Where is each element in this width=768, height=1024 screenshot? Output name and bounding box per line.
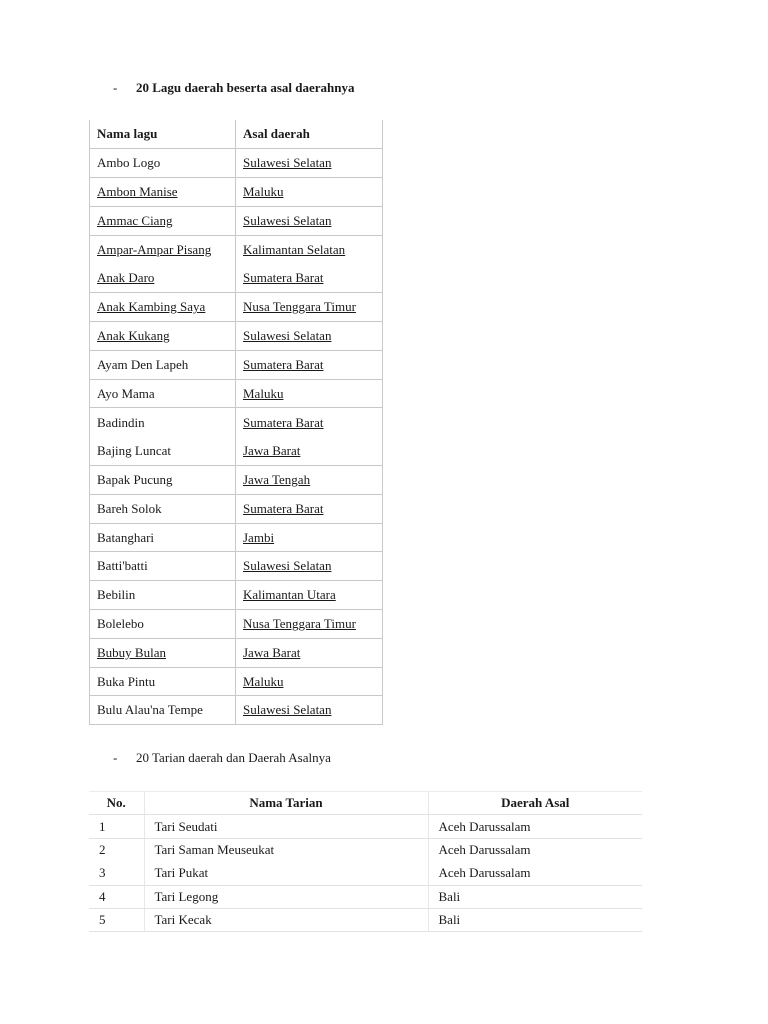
dance-number: 5 (89, 908, 144, 931)
song-name: Bajing Luncat (90, 437, 236, 466)
dance-number: 3 (89, 862, 144, 885)
song-name: Bolelebo (90, 610, 236, 639)
table-row (90, 206, 383, 235)
song-origin-link[interactable]: Kalimantan Selatan (236, 235, 383, 264)
dance-origin: Aceh Darussalam (428, 838, 642, 861)
dance-origin: Bali (428, 885, 642, 908)
song-name-link[interactable]: Anak Daro (90, 264, 236, 293)
song-origin-link[interactable]: Jawa Tengah (236, 466, 383, 495)
table-row (89, 815, 642, 838)
songs-table-header-row (90, 120, 383, 149)
dance-number: 4 (89, 885, 144, 908)
song-name: Bapak Pucung (90, 466, 236, 495)
songs-table (89, 120, 383, 725)
dance-name: Tari Seudati (144, 815, 428, 838)
song-origin-link[interactable]: Maluku (236, 667, 383, 696)
song-name: Batanghari (90, 523, 236, 552)
song-name: Batti'batti (90, 552, 236, 581)
table-row (90, 350, 383, 379)
song-name: Buka Pintu (90, 667, 236, 696)
dance-number: 2 (99, 842, 106, 858)
song-origin-link[interactable]: Nusa Tenggara Timur (236, 610, 383, 639)
table-row (90, 696, 383, 725)
song-origin-link[interactable]: Sulawesi Selatan (236, 552, 383, 581)
songs-heading-dash: - (113, 80, 118, 95)
song-origin-link[interactable]: Sumatera Barat (236, 350, 383, 379)
dance-origin: Aceh Darussalam (428, 862, 642, 885)
table-row (89, 908, 642, 931)
dances-heading (113, 750, 331, 766)
table-row (90, 322, 383, 351)
table-row (90, 379, 383, 408)
dance-name: Tari Saman Meuseukat (144, 838, 428, 861)
song-name: Bebilin (90, 581, 236, 610)
song-origin-link[interactable]: Jambi (236, 523, 383, 552)
table-row (90, 638, 383, 667)
dances-heading-text: 20 Tarian daerah dan Daerah Asalnya (136, 750, 331, 765)
song-origin-link[interactable]: Sulawesi Selatan (236, 206, 383, 235)
songs-header-origin: Asal daerah (236, 120, 383, 149)
dance-name: Tari Legong (144, 885, 428, 908)
dances-header-no: No. (89, 792, 144, 815)
song-origin-link[interactable]: Sulawesi Selatan (236, 322, 383, 351)
table-row (90, 264, 383, 293)
dances-table-header-row (89, 792, 642, 815)
table-row (90, 494, 383, 523)
song-name-link[interactable]: Ambon Manise (90, 178, 236, 207)
songs-heading (113, 80, 354, 96)
song-name-link[interactable]: Bubuy Bulan (90, 638, 236, 667)
dance-number: 1 (89, 815, 144, 838)
song-origin-link[interactable]: Maluku (236, 178, 383, 207)
song-origin-link[interactable]: Nusa Tenggara Timur (236, 293, 383, 322)
song-origin-link[interactable]: Kalimantan Utara (236, 581, 383, 610)
song-name: Ayo Mama (90, 379, 236, 408)
song-name: Ambo Logo (90, 149, 236, 178)
song-origin-link[interactable]: Jawa Barat (236, 437, 383, 466)
table-row (90, 293, 383, 322)
dances-heading-dash: - (113, 750, 118, 765)
dances-header-name: Nama Tarian (144, 792, 428, 815)
song-origin-link[interactable]: Sulawesi Selatan (236, 696, 383, 725)
table-row (89, 862, 642, 885)
table-row (89, 885, 642, 908)
table-row (90, 610, 383, 639)
table-row (90, 437, 383, 466)
table-row (90, 149, 383, 178)
song-name: Bareh Solok (90, 494, 236, 523)
dance-name: Tari Pukat (144, 862, 428, 885)
table-row (90, 667, 383, 696)
songs-header-name: Nama lagu (90, 120, 236, 149)
song-name-link[interactable]: Ampar-Ampar Pisang (90, 235, 236, 264)
dances-header-origin: Daerah Asal (428, 792, 642, 815)
song-origin-link[interactable]: Jawa Barat (236, 638, 383, 667)
dances-table (89, 791, 642, 932)
table-row (90, 552, 383, 581)
song-name-link[interactable]: Anak Kambing Saya (90, 293, 236, 322)
song-origin-link[interactable]: Maluku (236, 379, 383, 408)
song-origin-link[interactable]: Sumatera Barat (236, 264, 383, 293)
song-name: Ayam Den Lapeh (90, 350, 236, 379)
song-origin-link[interactable]: Sumatera Barat (236, 494, 383, 523)
song-origin-link[interactable]: Sulawesi Selatan (236, 149, 383, 178)
song-name-link[interactable]: Ammac Ciang (90, 206, 236, 235)
song-name: Badindin (90, 408, 236, 437)
dance-origin: Aceh Darussalam (428, 815, 642, 838)
table-row (90, 523, 383, 552)
table-row (90, 581, 383, 610)
dance-name: Tari Kecak (144, 908, 428, 931)
dance-origin: Bali (428, 908, 642, 931)
table-row (90, 178, 383, 207)
table-row (90, 466, 383, 495)
song-origin-link[interactable]: Sumatera Barat (236, 408, 383, 437)
songs-heading-text: 20 Lagu daerah beserta asal daerahnya (136, 80, 355, 95)
table-row (90, 408, 383, 437)
table-row (90, 235, 383, 264)
song-name: Bulu Alau'na Tempe (90, 696, 236, 725)
table-row (89, 838, 642, 861)
song-name-link[interactable]: Anak Kukang (90, 322, 236, 351)
